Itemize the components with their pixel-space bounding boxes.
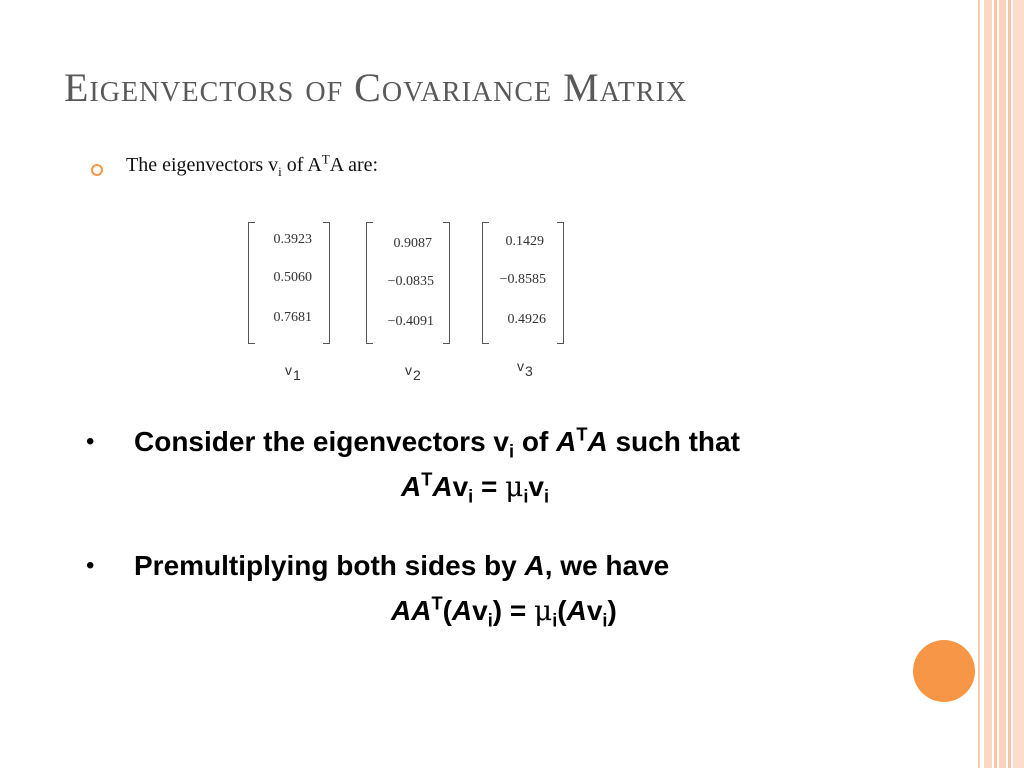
matrix-symbol: A — [556, 426, 577, 457]
decor-stripe-6 — [1013, 0, 1024, 768]
vector-label-v1 — [285, 362, 301, 383]
subscript: i — [487, 610, 493, 631]
subscript: i — [509, 441, 515, 462]
vector-label-index: 3 — [525, 363, 533, 379]
vector-label-index: 2 — [413, 367, 421, 383]
eq-part: v — [452, 471, 469, 502]
subscript: i — [523, 486, 529, 507]
superscript: T — [421, 469, 433, 490]
matrix-value: 0.1429 — [505, 234, 544, 249]
equation-1 — [401, 469, 550, 507]
superscript: T — [576, 424, 588, 445]
equation-2 — [391, 593, 617, 631]
matrix-symbol: A — [432, 471, 453, 502]
matrix-value: −0.8585 — [499, 272, 546, 287]
decor-stripe-3 — [994, 0, 997, 768]
decor-stripe-5 — [1008, 0, 1011, 768]
eigenvector-matrix-v3 — [482, 222, 564, 344]
bullet-2-text — [134, 550, 669, 582]
matrix-value: −0.0835 — [387, 274, 434, 289]
decor-stripe-2 — [984, 0, 992, 768]
bullet-marker: • — [86, 428, 95, 455]
matrix-value: 0.5060 — [273, 270, 312, 285]
vector-label-letter: v — [405, 362, 412, 378]
eigenvector-matrix-v2 — [366, 222, 450, 344]
vector-label-letter: v — [517, 358, 524, 374]
mu-symbol: μ — [505, 470, 524, 503]
subscript: i — [602, 610, 608, 631]
decor-stripe-4 — [999, 0, 1006, 768]
orange-ring-bullet-icon — [91, 164, 103, 176]
eq-part: v — [586, 595, 603, 626]
decor-stripe-1 — [978, 0, 980, 768]
eq-part: v — [528, 471, 544, 502]
slide-title: Eigenvectors of Covariance Matrix — [64, 65, 688, 110]
matrix-symbol: A — [451, 595, 473, 626]
text-part: of — [514, 426, 557, 457]
matrix-symbol: A — [524, 550, 545, 581]
decorative-orange-circle — [913, 640, 975, 702]
intro-text-part: The eigenvectors v — [126, 154, 279, 176]
subscript: i — [468, 486, 474, 507]
matrix-value: 0.7681 — [273, 310, 312, 325]
subscript: i — [544, 486, 550, 507]
eq-part: ) — [607, 595, 617, 626]
matrix-symbol: AA — [391, 595, 432, 626]
vector-label-v3 — [517, 358, 533, 379]
eq-part: ( — [442, 595, 452, 626]
text-part: such that — [607, 426, 740, 457]
vector-label-v2 — [405, 362, 421, 383]
vector-label-index: 1 — [293, 367, 301, 383]
matrix-value: −0.4091 — [387, 314, 434, 329]
intro-text-part: A are: — [329, 154, 379, 176]
text-part: , we have — [544, 550, 670, 581]
intro-superscript: T — [321, 151, 330, 167]
text-part: Consider the eigenvectors v — [134, 426, 510, 457]
matrix-value: 0.3923 — [273, 232, 312, 247]
matrix-value: 0.4926 — [507, 312, 546, 327]
bullet-1-text — [134, 424, 740, 462]
eq-part: = — [473, 471, 506, 502]
subscript: i — [552, 610, 558, 631]
eq-part: v — [472, 595, 488, 626]
superscript: T — [431, 593, 443, 614]
eq-part: ( — [557, 595, 567, 626]
matrix-symbol: A — [566, 595, 587, 626]
matrix-value: 0.9087 — [393, 236, 432, 251]
bullet-marker: • — [86, 552, 95, 579]
intro-text — [126, 151, 379, 179]
eq-part: ) = — [492, 595, 535, 626]
mu-symbol: μ — [534, 594, 553, 627]
matrix-symbol: A — [401, 471, 422, 502]
intro-subscript: i — [278, 164, 282, 179]
matrix-symbol: A — [587, 426, 608, 457]
text-part: Premultiplying both sides by — [134, 550, 525, 581]
eigenvector-matrix-v1 — [248, 222, 330, 344]
intro-text-part: of A — [281, 154, 322, 176]
vector-label-letter: v — [285, 362, 292, 378]
